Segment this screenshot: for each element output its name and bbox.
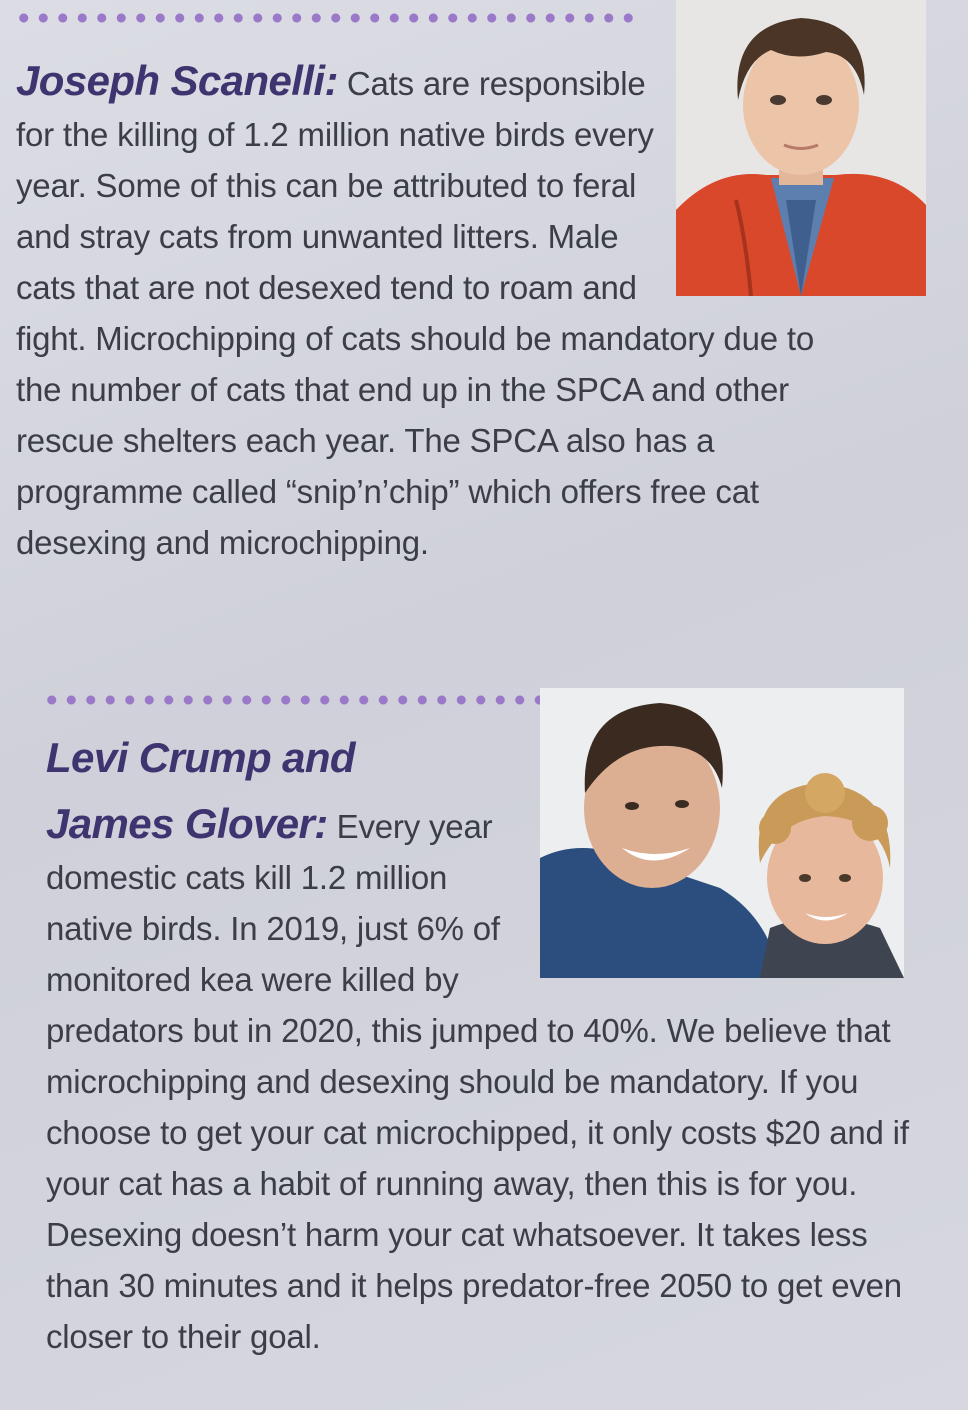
- dotted-divider-middle: [42, 694, 542, 706]
- photo-spacer: [681, 55, 866, 300]
- section-text: Every year domestic cats kill 1.2 million native birds. In 2019, just 6% of monitored kea were killed by predators but in 2020, this jumped to 40%. We believe that microchipping and desexing should be mandatory. If you choose to get your cat microchipped, it only costs $20 and if your cat has a habit of running away, then this is for you. Desexing doesn’t harm your cat whatsoever. It takes less than 30 minutes and it helps predator-free 2050 to get even closer to their goal.: [46, 808, 909, 1355]
- section-text: Cats are responsible for the killing of 1.2 million native birds every year. Some of this can be attributed to feral and stray cats from unwanted litters. Male cats that are not desexed tend to roam and fight. Microchipping of cats should be mandatory due to the number of cats that end up in the SPCA and other rescue shelters each year. The SPCA also has a programme called “snip’n’chip” which offers free cat desexing and microchipping.: [16, 65, 814, 561]
- dotted-divider-top: [14, 12, 636, 24]
- author-name-line1: Levi Crump and: [46, 734, 355, 781]
- photo-spacer: [526, 786, 916, 986]
- author-name: Joseph Scanelli:: [16, 57, 338, 104]
- section-joseph-scanelli: [16, 55, 866, 568]
- author-name-line2: James Glover:: [46, 800, 328, 847]
- section-levi-crump-james-glover: [46, 730, 916, 1362]
